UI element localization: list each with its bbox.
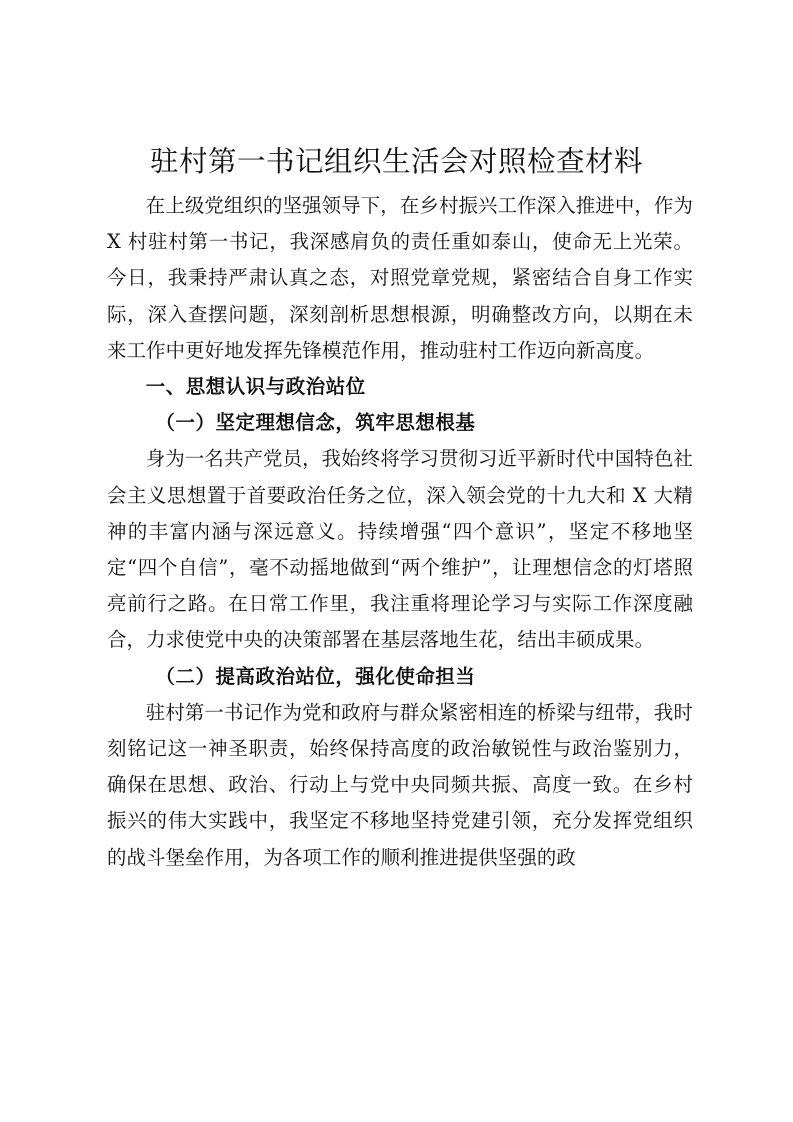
subsection-heading-1: （一）坚定理想信念，筑牢思想根基: [155, 411, 476, 435]
intro-paragraph: 在上级党组织的坚强领导下，在乡村振兴工作深入推进中，作为 X 村驻村第一书记，我深感肩负的责任重如泰山，使命无上光荣。今日，我秉持严肃认真之态，对照党章党规，紧密结合自身工作实际，深入查摆问题，深刻剖析思想根源，明确整改方向，以期在未来工作中更好地发挥先锋模范作用，推动驻村工作迈向新高度。: [107, 194, 693, 362]
document-title: 驻村第一书记组织生活会对照检查材料: [149, 145, 643, 178]
document-body: [107, 188, 693, 876]
subsection-paragraph-1: 身为一名共产党员，我始终将学习贯彻习近平新时代中国特色社会主义思想置于首要政治任务之位，深入领会党的十九大和 X 大精神的丰富内涵与深远意义。持续增强“四个意识”，坚定不移地坚定“四个自信”，毫不动摇地做到“两个维护”，让理想信念的灯塔照亮前行之路。在日常工作里，我注重将理论学习与实际工作深度融合，力求使党中央的决策部署在基层落地生花，结出丰硕成果。: [107, 447, 693, 652]
subsection-heading-2: （二）提高政治站位，强化使命担当: [155, 664, 476, 688]
subsection-paragraph-2: 驻村第一书记作为党和政府与群众紧密相连的桥梁与纽带，我时刻铭记这一神圣职责，始终保持高度的政治敏锐性与政治鉴别力，确保在思想、政治、行动上与党中央同频共振、高度一致。在乡村振兴的伟大实践中，我坚定不移地坚持党建引领，充分发挥党组织的战斗堡垒作用，为各项工作的顺利推进提供坚强的政: [107, 700, 693, 869]
section-heading: 一、思想认识与政治站位: [145, 375, 366, 399]
